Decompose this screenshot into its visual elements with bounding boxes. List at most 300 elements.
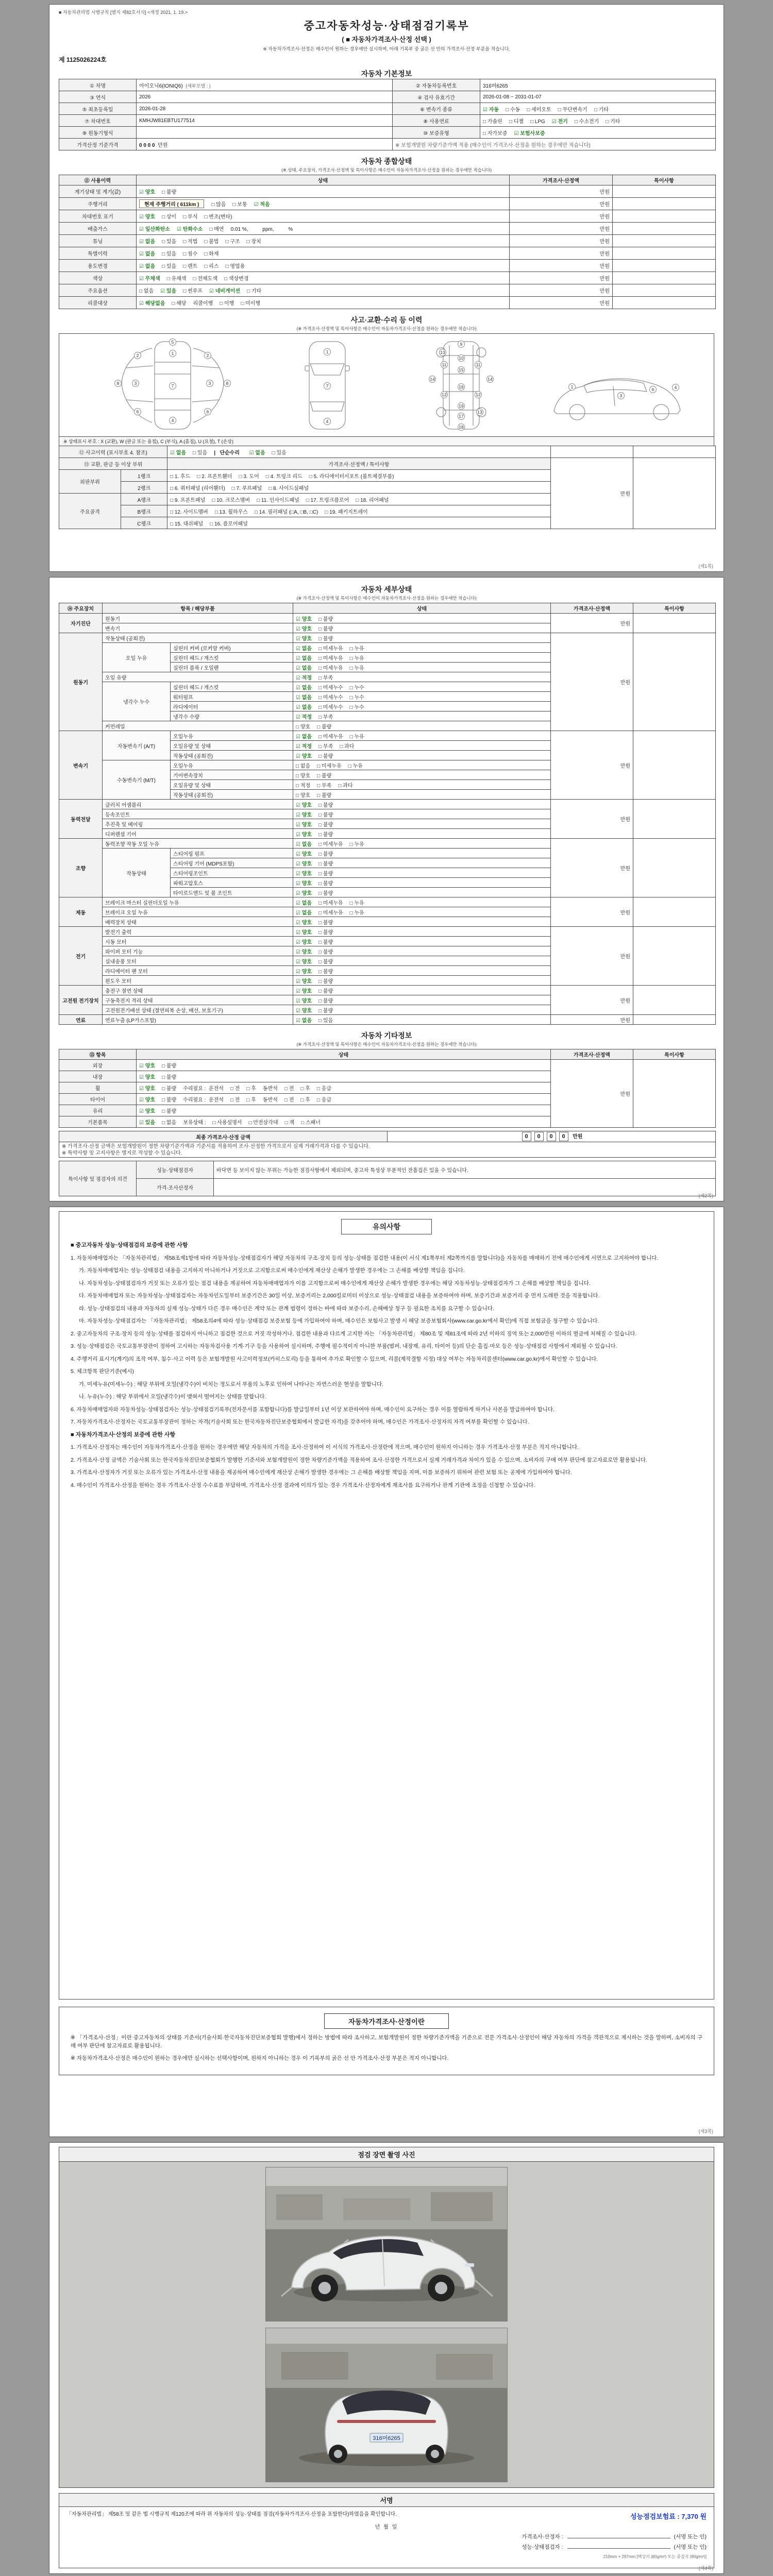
final-note-2: ※ 특약사항 및 고지사항은 별지로 작성할 수 있습니다.	[62, 1150, 182, 1156]
checkbox-unchecked-불량[interactable]: □ 불량	[318, 822, 333, 828]
panel-number-label: 18	[458, 423, 465, 431]
checkbox-checked-양호[interactable]: ☑ 양호	[296, 636, 312, 642]
checkbox-unchecked-미세누유[interactable]: □ 미세누유	[318, 655, 343, 662]
checkbox-unchecked-불량[interactable]: □ 불량	[318, 802, 333, 808]
detail-part-label: 기어변속장치	[171, 770, 293, 780]
checkbox-checked-적음[interactable]: ☑ 적음	[254, 202, 270, 208]
checkbox-checked-없음[interactable]: ☑ 없음	[296, 704, 312, 710]
checkbox-unchecked-부식[interactable]: □ 부식	[183, 214, 198, 220]
checkbox-unchecked-전[interactable]: □ 전	[284, 1097, 294, 1103]
final-price-table	[59, 1131, 716, 1158]
checkbox-unchecked-불량[interactable]: □ 불량	[318, 988, 333, 994]
checkbox-checked-양호[interactable]: ☑ 양호	[296, 871, 312, 877]
checkbox-checked-양호[interactable]: ☑ 양호	[296, 998, 312, 1004]
checkbox-unchecked-전[interactable]: □ 전	[230, 1086, 240, 1092]
checkbox-unchecked-무단변속기[interactable]: □ 무단변속기	[558, 107, 587, 113]
detail-row	[59, 614, 716, 623]
checkbox-checked-없음[interactable]: ☑ 없음	[296, 734, 312, 740]
checkbox-checked-양호[interactable]: ☑ 양호	[296, 890, 312, 896]
checkbox-unchecked-9. 프론트패널[interactable]: □ 9. 프론트패널	[170, 497, 206, 503]
checkbox-unchecked-미세누유[interactable]: □ 미세누유	[318, 665, 343, 671]
checkbox-unchecked-불량[interactable]: □ 불량	[318, 812, 333, 818]
checkbox-unchecked-미세누수[interactable]: □ 미세누수	[318, 685, 343, 691]
checkbox-unchecked-양호[interactable]: □ 양호	[296, 773, 311, 779]
final-price-unit: 만원	[573, 1134, 583, 1140]
checkbox-unchecked-누유[interactable]: □ 누유	[349, 900, 364, 906]
detail-part-label: 작동상태 (공회전)	[171, 790, 293, 800]
checkbox-unchecked-미세누유[interactable]: □ 미세누유	[318, 900, 343, 906]
year-label: ③ 연식	[59, 91, 137, 103]
checkbox-unchecked-누유[interactable]: □ 누유	[349, 734, 364, 740]
checkbox-unchecked-불량[interactable]: □ 불량	[162, 1075, 177, 1080]
checkbox-unchecked-미세누유[interactable]: □ 미세누유	[318, 646, 343, 652]
checkbox-checked-양호[interactable]: ☑ 양호	[296, 969, 312, 975]
panel-number-label: 9	[458, 341, 465, 348]
comprehensive-table	[59, 175, 716, 309]
checkbox-unchecked-불량[interactable]: □ 불량	[318, 832, 333, 838]
opinion-who-appraiser: 가격·조사산정자	[137, 1179, 214, 1196]
checkbox-unchecked-있음[interactable]: □ 있음	[162, 251, 177, 257]
checkbox-checked-없음[interactable]: ☑ 없음	[296, 694, 312, 701]
checkbox-unchecked-불량[interactable]: □ 불량	[318, 861, 333, 867]
checkbox-unchecked-렌트[interactable]: □ 렌트	[183, 264, 198, 269]
status-cell	[137, 1116, 551, 1128]
transmission-label: ⑥ 변속기 종류	[393, 103, 480, 115]
checkbox-unchecked-응급[interactable]: □ 응급	[316, 1086, 332, 1092]
checkbox-unchecked-LPG[interactable]: □ LPG	[530, 118, 545, 125]
checkbox-unchecked-2. 프론트휀더[interactable]: □ 2. 프론트휀더	[197, 473, 232, 480]
checkbox-unchecked-디젤[interactable]: □ 디젤	[509, 118, 524, 125]
checkbox-unchecked-불량[interactable]: □ 불량	[317, 773, 332, 779]
usage-history-row	[59, 284, 716, 297]
detail-head-price: 가격조사·산정액	[551, 603, 633, 614]
checkbox-unchecked-해당[interactable]: □ 해당	[172, 301, 187, 307]
checkbox-checked-양호[interactable]: ☑ 양호	[296, 626, 312, 632]
checkbox-unchecked-불량[interactable]: □ 불량	[318, 959, 333, 965]
checkbox-unchecked-미세누유[interactable]: □ 미세누유	[318, 910, 343, 916]
checkbox-unchecked-6. 쿼터패널 (리어휀더)[interactable]: □ 6. 쿼터패널 (리어휀더)	[170, 485, 225, 492]
panel-group-label: 외판부위	[59, 470, 121, 494]
checkbox-unchecked-불량[interactable]: □ 불량	[318, 753, 333, 759]
checkbox-unchecked-미세누유[interactable]: □ 미세누유	[318, 734, 343, 740]
signature-date-line: 년 월 일	[375, 2524, 398, 2530]
detail-row	[59, 633, 716, 643]
checkbox-unchecked-불량[interactable]: □ 불량	[162, 1097, 177, 1103]
checkbox-unchecked-전[interactable]: □ 전	[284, 1086, 294, 1092]
panel-number-label: 2	[204, 352, 211, 359]
checkbox-checked-양호[interactable]: ☑ 양호	[139, 1086, 156, 1092]
panel-number-label: 3	[132, 380, 139, 387]
checkbox-unchecked-불량[interactable]: □ 불량	[318, 939, 333, 945]
checkbox-checked-양호[interactable]: ☑ 양호	[296, 812, 312, 818]
checkbox-unchecked-구조[interactable]: □ 구조	[225, 239, 240, 245]
panel-number-label: 11	[441, 361, 448, 368]
checkbox-unchecked-불량[interactable]: □ 불량	[162, 190, 177, 195]
usage-item-label: 색상	[59, 272, 137, 284]
checkbox-checked-탄화수소[interactable]: ☑ 탄화수소	[177, 227, 203, 232]
checkbox-checked-전기[interactable]: ☑ 전기	[551, 118, 568, 125]
checkbox-unchecked-많음[interactable]: □ 많음	[211, 202, 226, 208]
checkbox-unchecked-기타[interactable]: □ 기타	[606, 118, 620, 125]
checkbox-checked-없음[interactable]: ☑ 없음	[296, 655, 312, 662]
checkbox-checked-양호[interactable]: ☑ 양호	[139, 214, 156, 220]
checkbox-unchecked-불법[interactable]: □ 불법	[204, 239, 219, 245]
status-cell	[137, 247, 510, 260]
detail-item-label: 커먼레일	[103, 721, 293, 731]
checkbox-unchecked-기타[interactable]: □ 기타	[594, 107, 609, 113]
checkbox-unchecked-17. 트렁크플로어[interactable]: □ 17. 트렁크플로어	[306, 497, 349, 503]
price-cell: 만원	[551, 633, 633, 731]
checkbox-checked-없음[interactable]: ☑ 없음	[170, 450, 187, 456]
checkbox-checked-해당없음[interactable]: ☑ 해당없음	[139, 301, 165, 307]
detail-item-label: 변속기	[103, 623, 293, 633]
detail-head-status: 상태	[293, 603, 551, 614]
final-price-digit: 0	[559, 1132, 568, 1141]
checkbox-unchecked-미세누유[interactable]: □ 미세누유	[317, 763, 342, 769]
checkbox-unchecked-누유[interactable]: □ 누유	[349, 665, 364, 671]
checkbox-checked-양호[interactable]: ☑ 양호	[139, 1063, 156, 1069]
checkbox-checked-양호[interactable]: ☑ 양호	[296, 861, 312, 867]
checkbox-checked-없음[interactable]: ☑ 없음	[139, 264, 156, 269]
checkbox-checked-양호[interactable]: ☑ 양호	[296, 949, 312, 955]
checkbox-checked-양호[interactable]: ☑ 양호	[296, 920, 312, 926]
notice-title: 유의사항	[341, 1219, 432, 1234]
checkbox-unchecked-5. 라디에이터서포트 (볼트체결부품)[interactable]: □ 5. 라디에이터서포트 (볼트체결부품)	[309, 473, 394, 480]
rank-label: C랭크	[121, 517, 167, 529]
checkbox-unchecked-불량[interactable]: □ 불량	[318, 626, 333, 632]
checkbox-unchecked-누유[interactable]: □ 누유	[349, 910, 364, 916]
checkbox-checked-양호[interactable]: ☑ 양호	[296, 616, 312, 622]
checkbox-unchecked-3. 도어[interactable]: □ 3. 도어	[239, 473, 259, 480]
checkbox-unchecked-미세누유[interactable]: □ 미세누유	[318, 841, 343, 848]
checkbox-checked-양호[interactable]: ☑ 양호	[139, 190, 156, 195]
notice-paragraph: 7. 자동차가격조사·산정자는 국토교통부장관이 정하는 자격(기술사회 또는 한국자동차진단보증협회에서 발급한 자격)을 갖추어야 하며, 매수인은 가격조사·산정자의 자격 여부를 확인할 수 있습니다.	[71, 1419, 529, 1425]
checkbox-unchecked-누수[interactable]: □ 누수	[349, 694, 364, 701]
checkbox-unchecked-불량[interactable]: □ 불량	[318, 616, 333, 622]
checkbox-checked-적정[interactable]: ☑ 적정	[296, 675, 312, 681]
page-1	[49, 4, 724, 572]
checkbox-unchecked-침수[interactable]: □ 침수	[183, 251, 198, 257]
checkbox-unchecked-1. 후드[interactable]: □ 1. 후드	[170, 473, 191, 480]
checkbox-unchecked-불량[interactable]: □ 불량	[318, 880, 333, 887]
checkbox-checked-양호[interactable]: ☑ 양호	[139, 1097, 156, 1103]
comp-head-price: 가격조사·산정액	[510, 175, 613, 185]
checkbox-unchecked-누유[interactable]: □ 누유	[349, 646, 364, 652]
checkbox-unchecked-불량[interactable]: □ 불량	[317, 724, 332, 730]
checkbox-unchecked-응급[interactable]: □ 응급	[316, 1097, 332, 1103]
status-cell	[137, 223, 510, 235]
section-title-basic: 자동차 기본정보	[361, 70, 412, 78]
checkbox-unchecked-있음[interactable]: □ 있음	[162, 264, 177, 269]
checkbox-checked-없음[interactable]: ☑ 없음	[249, 450, 265, 456]
panel-number-label: 4	[169, 417, 176, 424]
note-cell	[613, 260, 716, 272]
checkbox-checked-없음[interactable]: ☑ 없음	[139, 251, 156, 257]
checkbox-unchecked-있음[interactable]: □ 있음	[272, 450, 287, 456]
status-cell	[293, 623, 551, 633]
checkbox-unchecked-사용설명서[interactable]: □ 사용설명서	[212, 1120, 242, 1126]
note-cell	[613, 284, 716, 297]
checkbox-checked-없음[interactable]: ☑ 없음	[296, 685, 312, 691]
checkbox-unchecked-불량[interactable]: □ 불량	[318, 1008, 333, 1014]
status-cell	[293, 1005, 551, 1015]
detail-item-label: 원동기	[103, 614, 293, 623]
checkbox-unchecked-후[interactable]: □ 후	[300, 1086, 310, 1092]
checkbox-unchecked-19. 패키지트레이[interactable]: □ 19. 패키지트레이	[325, 509, 368, 515]
photo-section-title: 점검 장면 촬영 사진	[59, 2147, 714, 2162]
section-sub-detail: (※ 가격조사·산정액 및 특이사항은 매수인이 자동차가격조사·산정을 원하는 경우에만 적습니다)	[296, 596, 477, 601]
detail-item-label: 실내송풍 모터	[103, 956, 293, 966]
checkbox-unchecked-이행[interactable]: □ 이행	[220, 301, 234, 307]
checkbox-unchecked-불량[interactable]: □ 불량	[162, 1063, 177, 1069]
checkbox-unchecked-스패너[interactable]: □ 스패너	[301, 1120, 321, 1126]
notice-paragraph: ■ 자동차가격조사·산정의 보증에 관한 사항	[71, 1431, 176, 1438]
checkbox-unchecked-보통[interactable]: □ 보통	[232, 202, 247, 208]
checkbox-checked-없음[interactable]: ☑ 없음	[296, 910, 312, 916]
detail-part-label: 오일유량 및 상태	[171, 741, 293, 751]
other-head-price: 가격조사·산정액	[551, 1049, 633, 1060]
checkbox-unchecked-누유[interactable]: □ 누유	[348, 763, 363, 769]
checkbox-unchecked-없음[interactable]: □ 없음	[139, 289, 154, 294]
checkbox-unchecked-15. 대쉬패널[interactable]: □ 15. 대쉬패널	[170, 521, 204, 527]
checkbox-unchecked-4. 트렁크 리드[interactable]: □ 4. 트렁크 리드	[265, 473, 303, 480]
checkbox-checked-무채색[interactable]: ☑ 무채색	[139, 276, 160, 282]
checkbox-unchecked-불량[interactable]: □ 불량	[318, 636, 333, 642]
checkbox-unchecked-불량[interactable]: □ 불량	[318, 920, 333, 926]
note-cell	[633, 1060, 716, 1128]
checkbox-unchecked-누유[interactable]: □ 누유	[349, 841, 364, 848]
status-cell	[293, 927, 551, 937]
checkbox-unchecked-부족[interactable]: □ 부족	[318, 675, 333, 681]
checkbox-checked-양호[interactable]: ☑ 양호	[296, 851, 312, 857]
checkbox-unchecked-유채색[interactable]: □ 유채색	[166, 276, 187, 282]
checkbox-unchecked-11. 인사이드패널[interactable]: □ 11. 인사이드패널	[257, 497, 299, 503]
checkbox-unchecked-누유[interactable]: □ 누유	[349, 655, 364, 662]
checkbox-checked-양호[interactable]: ☑ 양호	[296, 1008, 312, 1014]
checkbox-unchecked-과다[interactable]: □ 과다	[340, 743, 355, 750]
checkbox-unchecked-불량[interactable]: □ 불량	[318, 851, 333, 857]
usage-item-label: 리콜대상	[59, 297, 137, 309]
checkbox-unchecked-부족[interactable]: □ 부족	[318, 714, 333, 720]
checkbox-checked-양호[interactable]: ☑ 양호	[296, 929, 312, 936]
checkbox-checked-네비게이션[interactable]: ☑ 네비게이션	[209, 289, 241, 294]
checkbox-unchecked-13. 휠하우스[interactable]: □ 13. 휠하우스	[214, 509, 248, 515]
checkbox-unchecked-후[interactable]: □ 후	[246, 1097, 256, 1103]
checkbox-checked-양호[interactable]: ☑ 양호	[296, 753, 312, 759]
detail-item-label: 클러치 어셈블리	[103, 800, 293, 809]
checkbox-unchecked-색상변경[interactable]: □ 색상변경	[224, 276, 249, 282]
checkbox-unchecked-리스[interactable]: □ 리스	[204, 264, 219, 269]
checkbox-unchecked-있음[interactable]: □ 있음	[318, 1018, 333, 1024]
checkbox-unchecked-불량[interactable]: □ 불량	[318, 871, 333, 877]
detail-item-label: 연료누출 (LP가스포함)	[103, 1015, 293, 1025]
checkbox-unchecked-12. 사이드멤버[interactable]: □ 12. 사이드멤버	[170, 509, 208, 515]
checkbox-unchecked-썬루프[interactable]: □ 썬루프	[183, 289, 203, 294]
other-info-table	[59, 1049, 716, 1128]
checkbox-unchecked-영업용[interactable]: □ 영업용	[225, 264, 245, 269]
checkbox-unchecked-미이행[interactable]: □ 미이행	[241, 301, 261, 307]
checkbox-checked-양호[interactable]: ☑ 양호	[296, 880, 312, 887]
checkbox-unchecked-자가보증[interactable]: □ 자가보증	[483, 130, 508, 137]
document-select-note: ※ 자동차가격조사·산정은 매수인이 원하는 경우에만 실시하며, 아래 기록부 중 굵은 선 안의 가격조사·산정 부분을 적습니다.	[263, 46, 510, 52]
panel-number-label: 6	[204, 408, 211, 415]
detail-item-label: 디퍼렌셜 기어	[103, 829, 293, 839]
checkbox-unchecked-부족[interactable]: □ 부족	[318, 743, 333, 750]
checkbox-checked-양호[interactable]: ☑ 양호	[296, 822, 312, 828]
checkbox-unchecked-불량[interactable]: □ 불량	[318, 949, 333, 955]
checkbox-unchecked-수소전기[interactable]: □ 수소전기	[574, 118, 599, 125]
checkbox-unchecked-불량[interactable]: □ 불량	[318, 969, 333, 975]
checkbox-unchecked-적정[interactable]: □ 적정	[296, 783, 311, 789]
panel-number-label: 14	[486, 376, 494, 383]
checkbox-unchecked-16. 플로어패널[interactable]: □ 16. 플로어패널	[210, 521, 248, 527]
checkbox-checked-양호[interactable]: ☑ 양호	[296, 959, 312, 965]
notice-paragraph: 3. 가격조사·산정자가 거짓 또는 오류가 있는 가격조사·산정 내용을 제공하여 매수인에게 재산상 손해가 발생한 경우에는 그 손해를 배상할 책임을 지며, 이를 보증하기 위하여 관련 보험 또는 공제에 가입하여야 합니다.	[71, 1469, 572, 1476]
detail-subgroup-label: 오일 누유	[103, 643, 171, 672]
final-price-notes	[59, 1142, 716, 1158]
checkbox-unchecked-기타[interactable]: □ 기타	[247, 289, 262, 294]
notice-paragraph: 라. 성능·상태점검의 내용과 자동차의 실제 성능·상태가 다른 경우 매수인은 계약 또는 관계 법령이 정하는 바에 따라 보증수리, 손해배상 청구 등 필요한 조치를 요구할 수 있습니다.	[79, 1305, 494, 1312]
checkbox-checked-있음[interactable]: ☑ 있음	[160, 289, 177, 294]
signature-line[interactable]	[567, 2543, 670, 2549]
car-name-value	[137, 79, 393, 91]
signature-line[interactable]	[567, 2532, 670, 2538]
checkbox-checked-없음[interactable]: ☑ 없음	[296, 841, 312, 848]
checkbox-unchecked-불량[interactable]: □ 불량	[318, 929, 333, 936]
checkbox-checked-없음[interactable]: ☑ 없음	[296, 1018, 312, 1024]
checkbox-unchecked-변조(변타)[interactable]: □ 변조(변타)	[204, 214, 232, 220]
checkbox-unchecked-과다[interactable]: □ 과다	[338, 783, 353, 789]
body-panel-diagram	[59, 333, 714, 436]
checkbox-checked-양호[interactable]: ☑ 양호	[296, 802, 312, 808]
signature-statement: 「자동차관리법」 제58조 및 같은 법 시행규칙 제120조에 따라 위 자동차의 성능·상태를 점검(자동차가격조사·산정을 포함한다)하였음을 확인합니다.	[66, 2512, 397, 2517]
checkbox-unchecked-없음[interactable]: □ 없음	[162, 1120, 177, 1126]
checkbox-checked-없음[interactable]: ☑ 없음	[139, 239, 156, 245]
checkbox-checked-양호[interactable]: ☑ 양호	[296, 978, 312, 985]
checkbox-checked-양호[interactable]: ☑ 양호	[296, 939, 312, 945]
basic-row-firstreg	[59, 103, 716, 115]
checkbox-checked-없음[interactable]: ☑ 없음	[296, 900, 312, 906]
checkbox-unchecked-안전삼각대[interactable]: □ 안전삼각대	[248, 1120, 278, 1126]
checkbox-unchecked-8. 사이드실패널[interactable]: □ 8. 사이드실패널	[268, 485, 309, 492]
base-price-note: ※ 보험개발원 차량기준가액 적용 (매수인이 가격조사·산정을 원하는 경우에만 적습니다)	[393, 139, 716, 150]
panel-number-label: 4	[324, 418, 331, 425]
section-title-detail: 자동차 세부상태	[361, 585, 412, 594]
checkbox-checked-적정[interactable]: ☑ 적정	[296, 743, 312, 750]
checkbox-unchecked-상이[interactable]: □ 상이	[162, 214, 177, 220]
panel-number-label: 2	[134, 352, 141, 359]
checkbox-unchecked-양호[interactable]: □ 양호	[296, 792, 311, 799]
usage-history-row	[59, 210, 716, 223]
note-cell	[613, 223, 716, 235]
detail-state-table	[59, 603, 716, 1025]
checkbox-unchecked-가솔린[interactable]: □ 가솔린	[483, 118, 502, 125]
checkbox-checked-양호[interactable]: ☑ 양호	[139, 1109, 156, 1114]
status-cell	[137, 185, 510, 198]
checkbox-checked-일산화탄소[interactable]: ☑ 일산화탄소	[139, 227, 171, 232]
checkbox-unchecked-불량[interactable]: □ 불량	[318, 978, 333, 985]
other-head-item: ⑮ 항목	[59, 1049, 137, 1060]
detail-item-label: 브레이크 마스터 실린더오일 누유	[103, 897, 293, 907]
checkbox-unchecked-세미오토[interactable]: □ 세미오토	[527, 107, 551, 113]
checkbox-unchecked-화재[interactable]: □ 화재	[204, 251, 219, 257]
checkbox-unchecked-전[interactable]: □ 전	[230, 1097, 240, 1103]
checkbox-unchecked-전체도색[interactable]: □ 전체도색	[193, 276, 218, 282]
final-price-digit: 0	[534, 1132, 544, 1141]
section-sub-accident: (※ 가격조사·산정액 및 특이사항은 매수인이 자동차가격조사·산정을 원하는 경우에만 적습니다)	[296, 326, 477, 331]
checkbox-unchecked-잭[interactable]: □ 잭	[284, 1120, 295, 1126]
checkbox-unchecked-수동[interactable]: □ 수동	[506, 107, 520, 113]
checkbox-unchecked-적법[interactable]: □ 적법	[183, 239, 198, 245]
checkbox-unchecked-14. 필러패널 (□A, □B, □C)[interactable]: □ 14. 필러패널 (□A, □B, □C)	[254, 509, 318, 515]
checkbox-unchecked-부족[interactable]: □ 부족	[317, 783, 332, 789]
exchange-header-row	[59, 458, 716, 470]
status-cell	[293, 976, 551, 986]
checkbox-unchecked-있음[interactable]: □ 있음	[162, 239, 177, 245]
status-cell	[293, 986, 551, 995]
checkbox-unchecked-있음[interactable]: □ 있음	[193, 450, 208, 456]
checkbox-unchecked-불량[interactable]: □ 불량	[162, 1086, 177, 1092]
checkbox-unchecked-장치[interactable]: □ 장치	[246, 239, 261, 245]
opinion-table	[59, 1161, 716, 1196]
detail-subgroup-label: 수동변속기 (M/T)	[103, 760, 171, 800]
status-cell	[293, 633, 551, 643]
car-outline-figures	[59, 334, 715, 437]
checkbox-unchecked-10. 크로스멤버[interactable]: □ 10. 크로스멤버	[212, 497, 250, 503]
checkbox-unchecked-누수[interactable]: □ 누수	[349, 704, 364, 710]
checkbox-unchecked-없음[interactable]: □ 없음	[296, 763, 311, 769]
checkbox-checked-양호[interactable]: ☑ 양호	[296, 988, 312, 994]
checkbox-checked-보험사보증[interactable]: ☑ 보험사보증	[514, 130, 545, 137]
checkbox-unchecked-미세누수[interactable]: □ 미세누수	[318, 694, 343, 701]
checkbox-unchecked-누수[interactable]: □ 누수	[349, 685, 364, 691]
checkbox-checked-양호[interactable]: ☑ 양호	[296, 832, 312, 838]
checkbox-checked-없음[interactable]: ☑ 없음	[296, 665, 312, 671]
status-cell	[293, 614, 551, 623]
checkbox-checked-자동[interactable]: ☑ 자동	[483, 107, 499, 113]
other-item-label: 내장	[59, 1071, 137, 1082]
status-cell	[293, 770, 551, 780]
checkbox-unchecked-7. 루프패널[interactable]: □ 7. 루프패널	[231, 485, 262, 492]
panel-number-label: 6	[134, 408, 141, 415]
checkbox-unchecked-불량[interactable]: □ 불량	[317, 792, 332, 799]
detail-item-label: 추진축 및 베어링	[103, 819, 293, 829]
checkbox-checked-없음[interactable]: ☑ 없음	[296, 646, 312, 652]
vehicle-photo-rear	[265, 2328, 508, 2482]
checkbox-unchecked-매연[interactable]: □ 매연	[209, 227, 224, 232]
checkbox-unchecked-불량[interactable]: □ 불량	[162, 1109, 177, 1114]
checkbox-checked-양호[interactable]: ☑ 양호	[139, 1075, 156, 1080]
signer-label: 성능·상태점검자 :	[522, 2544, 565, 2550]
checkbox-unchecked-양호[interactable]: □ 양호	[296, 724, 311, 730]
signature-title: 서명	[59, 2494, 714, 2507]
checkbox-unchecked-후[interactable]: □ 후	[300, 1097, 310, 1103]
checkbox-unchecked-불량[interactable]: □ 불량	[318, 998, 333, 1004]
checkbox-checked-있음[interactable]: ☑ 있음	[139, 1120, 156, 1126]
notice-paragraph: 2. 중고자동차의 구조·장치 등의 성능·상태를 점검하지 아니하고 점검한 것으로 거짓 작성하거나, 점검한 내용과 다르게 고지한 자는 「자동차관리법」 제80조 및 제81조에 따라 2년 이하의 징역 또는 2,000만원 이하의 벌금에 처해질 수 있습니다.	[71, 1330, 637, 1337]
checkbox-unchecked-후[interactable]: □ 후	[246, 1086, 256, 1092]
usage-item-label: 주행거리	[59, 198, 137, 210]
status-cell	[137, 297, 510, 309]
checkbox-unchecked-18. 리어패널[interactable]: □ 18. 리어패널	[356, 497, 389, 503]
checkbox-unchecked-미세누수[interactable]: □ 미세누수	[318, 704, 343, 710]
checkbox-checked-적정[interactable]: ☑ 적정	[296, 714, 312, 720]
basic-row-year	[59, 91, 716, 103]
signer-row	[66, 2543, 707, 2551]
detail-row	[59, 1015, 716, 1025]
price-cell: 만원	[510, 235, 613, 247]
checkbox-unchecked-불량[interactable]: □ 불량	[318, 890, 333, 896]
